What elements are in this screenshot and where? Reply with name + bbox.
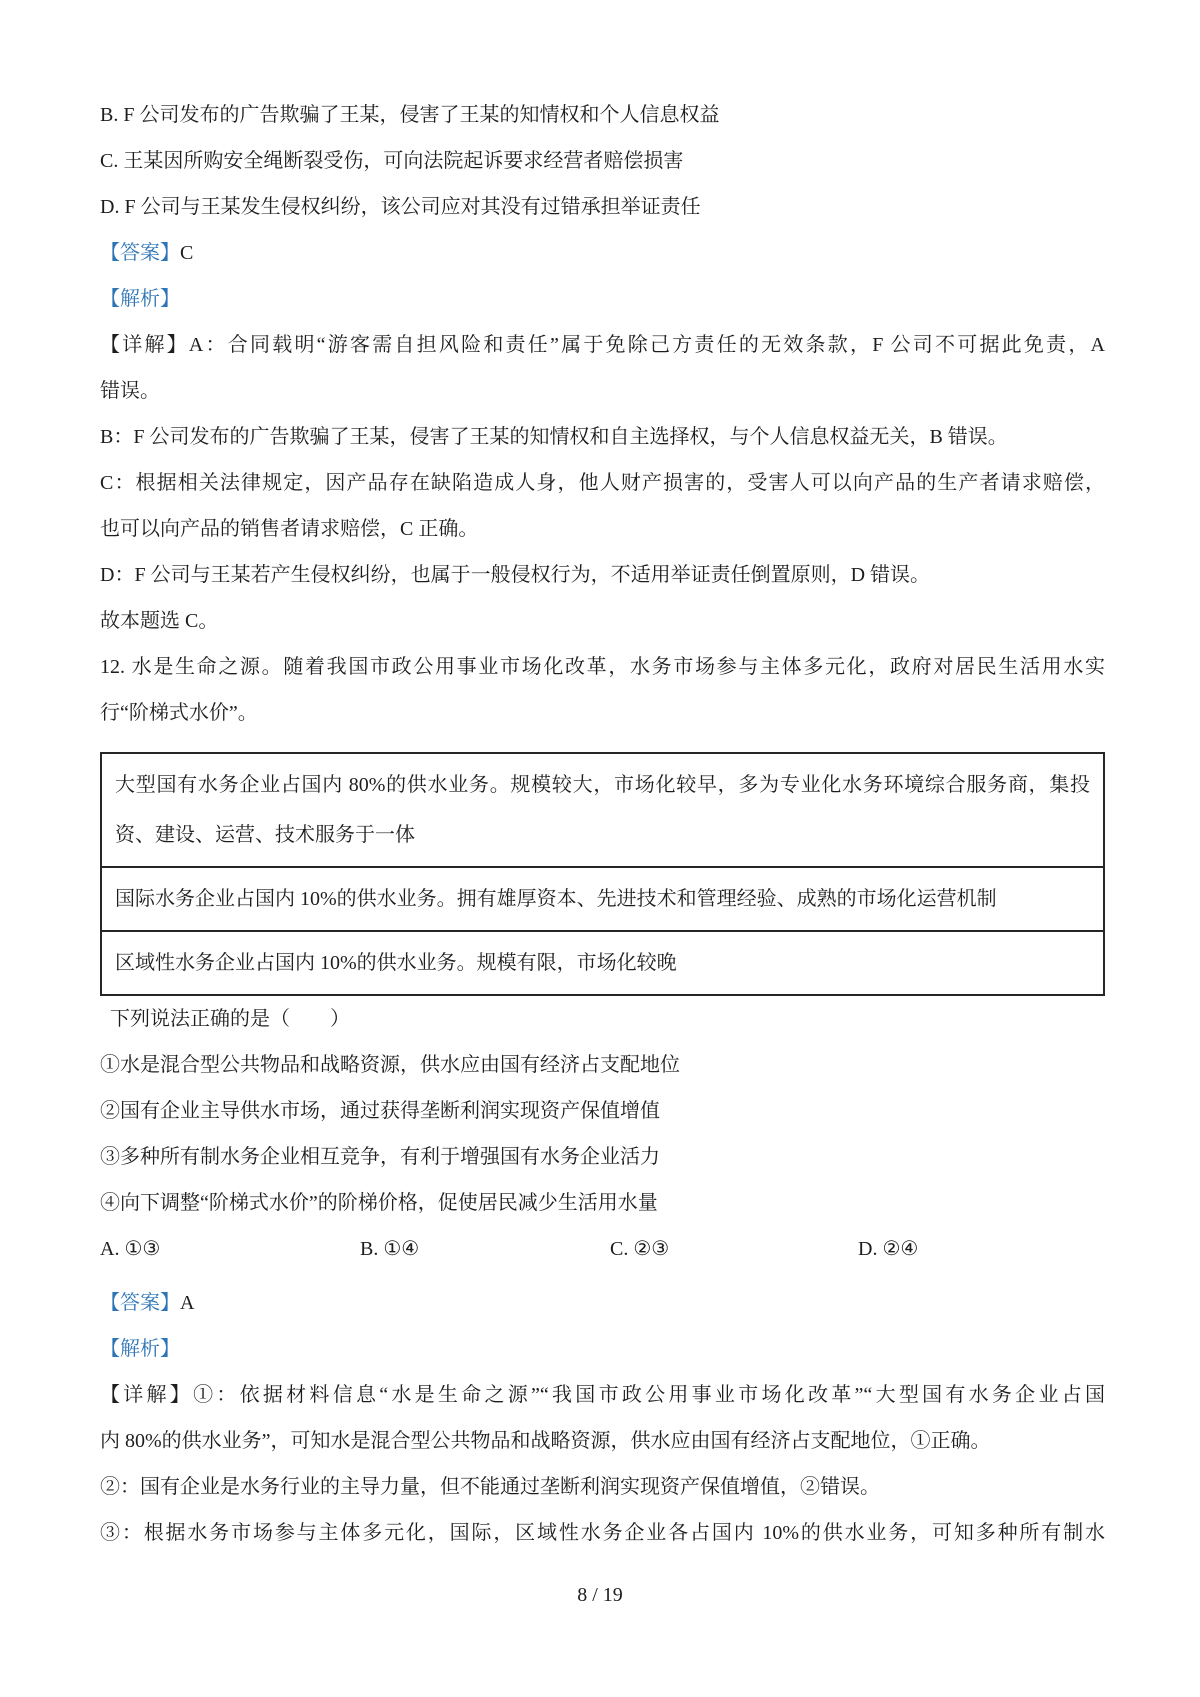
q12-answer-value: A — [180, 1292, 195, 1314]
q12-analysis-label: 【解析】 — [100, 1338, 180, 1360]
q11-answer-value: C — [180, 242, 194, 264]
q12-statement-item: ①水是混合型公共物品和战略资源，供水应由国有经济占支配地位 — [100, 1054, 680, 1076]
q11-option-d: D. F 公司与王某发生侵权纠纷，该公司应对其没有过错承担举证责任 — [100, 196, 701, 218]
table-cell-line: 大型国有水务企业占国内 80%的供水业务。规模较大，市场化较早，多为专业化水务环境综合服务商，集投 — [115, 774, 1090, 796]
q12-choice-b: B. ①④ — [360, 1238, 420, 1260]
q12-stem-line: 行“阶梯式水价”。 — [100, 702, 258, 724]
q12-choices-row — [100, 1226, 1105, 1272]
table-cell-line: 国际水务企业占国内 10%的供水业务。拥有雄厚资本、先进技术和管理经验、成熟的市场化运营机制 — [115, 888, 997, 910]
q12-choice-a: A. ①③ — [100, 1238, 161, 1260]
q11-detail-line: 【详解】A：合同载明“游客需自担风险和责任”属于免除己方责任的无效条款，F 公司不可据此免责，A — [100, 334, 1105, 356]
q11-analysis-line — [100, 276, 1105, 322]
table-row — [102, 866, 1103, 930]
page-number: 8 / 19 — [577, 1584, 623, 1606]
q12-detail-line: 内 80%的供水业务”，可知水是混合型公共物品和战略资源，供水应由国有经济占支配地位，①正确。 — [100, 1430, 991, 1452]
q11-detail-line: 也可以向产品的销售者请求赔偿，C 正确。 — [100, 518, 479, 540]
q12-detail-line: ②：国有企业是水务行业的主导力量，但不能通过垄断利润实现资产保值增值，②错误。 — [100, 1476, 880, 1498]
page-content — [100, 92, 1105, 1556]
q12-detail-line: ③：根据水务市场参与主体多元化，国际，区域性水务企业各占国内 10%的供水业务，可知多种所有制水 — [100, 1522, 1105, 1544]
q12-prompt: 下列说法正确的是（ ） — [110, 1008, 350, 1030]
q12-statement-item: ④向下调整“阶梯式水价”的阶梯价格，促使居民减少生活用水量 — [100, 1192, 658, 1214]
q12-answer-line — [100, 1280, 1105, 1326]
q11-option-c: C. 王某因所购安全绳断裂受伤，可向法院起诉要求经营者赔偿损害 — [100, 150, 684, 172]
q11-detail-line: 故本题选 C。 — [100, 610, 219, 632]
q12-choice-d: D. ②④ — [858, 1238, 919, 1260]
q12-analysis-line — [100, 1326, 1105, 1372]
q12-stem-line: 12. 水是生命之源。随着我国市政公用事业市场化改革，水务市场参与主体多元化，政府对居民生活用水实 — [100, 656, 1105, 678]
table-row — [102, 754, 1103, 866]
q11-answer-label: 【答案】 — [100, 242, 180, 264]
q12-statement-item: ②国有企业主导供水市场，通过获得垄断利润实现资产保值增值 — [100, 1100, 660, 1122]
q11-option-b: B. F 公司发布的广告欺骗了王某，侵害了王某的知情权和个人信息权益 — [100, 104, 720, 126]
q11-analysis-label: 【解析】 — [100, 288, 180, 310]
q11-detail-line: B：F 公司发布的广告欺骗了王某，侵害了王某的知情权和自主选择权，与个人信息权益无关，B 错误。 — [100, 426, 1008, 448]
table-cell-line: 区域性水务企业占国内 10%的供水业务。规模有限，市场化较晚 — [115, 952, 677, 974]
q12-detail-line: 【详解】①：依据材料信息“水是生命之源”“我国市政公用事业市场化改革”“大型国有水务企业占国 — [100, 1384, 1105, 1406]
q12-answer-label: 【答案】 — [100, 1292, 180, 1314]
q11-detail-line: D：F 公司与王某若产生侵权纠纷，也属于一般侵权行为，不适用举证责任倒置原则，D 错误。 — [100, 564, 931, 586]
q11-answer-line — [100, 230, 1105, 276]
q11-detail-line: 错误。 — [100, 380, 160, 402]
table-cell-line: 资、建设、运营、技术服务于一体 — [115, 824, 415, 846]
material-table — [100, 752, 1105, 996]
q12-statement-item: ③多种所有制水务企业相互竞争，有利于增强国有水务企业活力 — [100, 1146, 660, 1168]
q12-choice-c: C. ②③ — [610, 1238, 670, 1260]
q11-detail-line: C：根据相关法律规定，因产品存在缺陷造成人身，他人财产损害的，受害人可以向产品的生产者请求赔偿， — [100, 472, 1105, 494]
table-row — [102, 930, 1103, 994]
